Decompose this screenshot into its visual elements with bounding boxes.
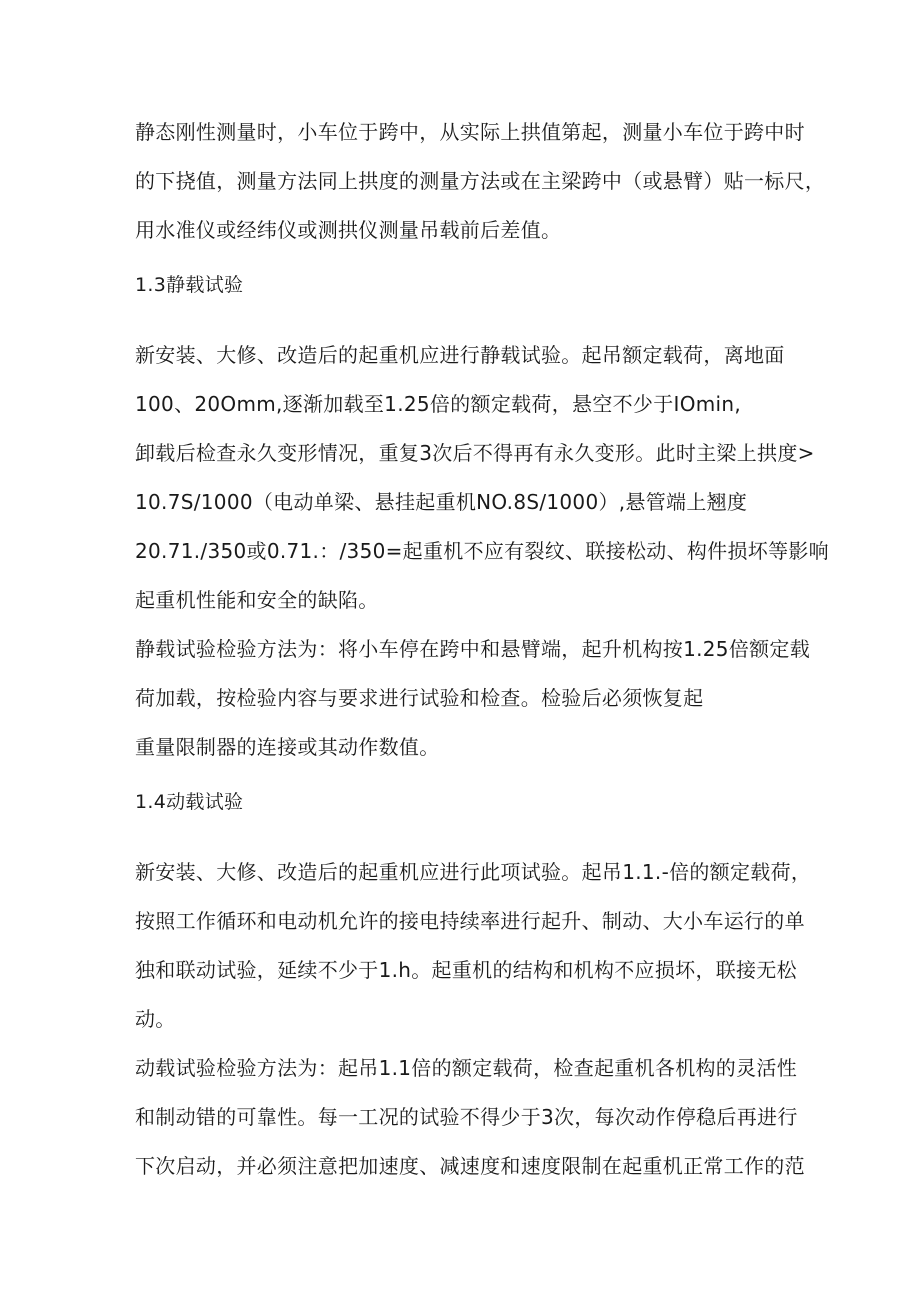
para-static-stiffness-line-3: 用水准仪或经纬仪或测拱仪测量吊载前后差值。 xyxy=(135,218,562,242)
para-static-load-line-5: 20.71./350或0.71.：/350=起重机不应有裂纹、联接松动、构件损坏等影响 xyxy=(135,539,829,563)
para-static-method-line-1: 静载试验检验方法为：将小车停在跨中和悬臂端，起升机构按1.25倍额定载 xyxy=(135,637,811,661)
para-static-stiffness-line-1: 静态刚性测量时，小车位于跨中，从实际上拱值第起，测量小车位于跨中时 xyxy=(135,120,805,144)
para-static-stiffness-line-2: 的下挠值，测量方法同上拱度的测量方法或在主梁跨中（或悬臂）贴一标尺， xyxy=(135,169,826,193)
para-static-load-line-4: 10.7S/1000（电动单梁、悬挂起重机NO.8S/1000）,悬管端上翘度 xyxy=(135,490,748,514)
heading-static-load-test: 1.3静载试验 xyxy=(135,274,244,296)
para-dynamic-method-line-1: 动载试验检验方法为：起吊1.1倍的额定载荷，检查起重机各机构的灵活性 xyxy=(135,1056,798,1080)
para-static-load-line-6: 起重机性能和安全的缺陷。 xyxy=(135,588,379,612)
para-static-method-line-3: 重量限制器的连接或其动作数值。 xyxy=(135,735,440,759)
heading-dynamic-load-test: 1.4动载试验 xyxy=(135,791,244,813)
para-dynamic-load-line-3: 独和联动试验，延续不少于1.h。起重机的结构和机构不应损坏，联接无松 xyxy=(135,958,797,982)
para-dynamic-load-line-4: 动。 xyxy=(135,1007,176,1031)
para-dynamic-load-line-1: 新安装、大修、改造后的起重机应进行此项试验。起吊1.1.-倍的额定载荷， xyxy=(135,860,812,884)
para-static-load-line-2: 100、20Omm,逐渐加载至1.25倍的额定载荷，悬空不少于IOmin, xyxy=(135,392,742,416)
para-dynamic-method-line-2: 和制动错的可靠性。每一工况的试验不得少于3次，每次动作停稳后再进行 xyxy=(135,1105,798,1129)
para-static-load-line-3: 卸载后检查永久变形情况，重复3次后不得再有永久变形。此时主梁上拱度> xyxy=(135,441,815,465)
para-dynamic-method-line-3: 下次启动，并必须注意把加速度、减速度和速度限制在起重机正常工作的范 xyxy=(135,1154,805,1178)
para-dynamic-load-line-2: 按照工作循环和电动机允许的接电持续率进行起升、制动、大小车运行的单 xyxy=(135,909,805,933)
para-static-method-line-2: 荷加载，按检验内容与要求进行试验和检查。检验后必须恢复起 xyxy=(135,686,704,710)
para-static-load-line-1: 新安装、大修、改造后的起重机应进行静载试验。起吊额定载荷，离地面 xyxy=(135,343,785,367)
